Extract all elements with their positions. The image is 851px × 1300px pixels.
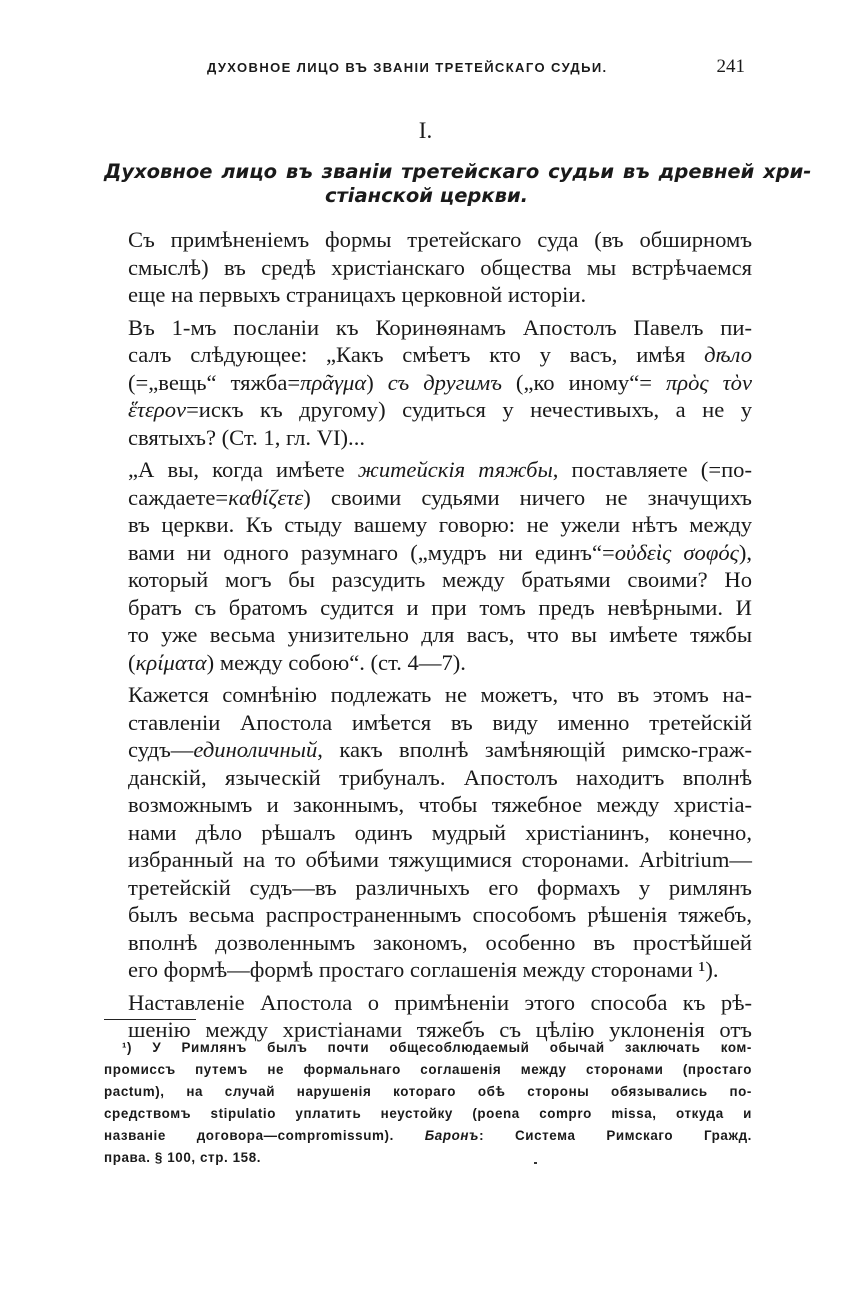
text-line [104, 456, 752, 484]
text-run: : Система Римскаго Гражд. [479, 1128, 752, 1143]
text-run: судъ— [128, 737, 194, 762]
paragraph-5 [104, 989, 752, 1044]
text-run: ), [738, 539, 752, 565]
italic-term: съ другимъ [387, 369, 502, 395]
footnote-line: ¹) У Римлянъ былъ почти общесоблюдаемый обычай заключать ком- [122, 1040, 752, 1055]
author-name: Баронъ [424, 1128, 480, 1143]
text-run: (=„вещь“ тяжба= [128, 369, 301, 395]
text-line: еще на первыхъ страницахъ церковной исторіи. [128, 282, 587, 307]
text-run: названіе договора—compromissum). [104, 1128, 425, 1143]
text-run: („ко иному“= [501, 369, 666, 395]
text-run: саждаете= [128, 484, 229, 510]
heading-line-1: Духовное лицо въ званіи третейскаго судьи въ древней хри- [104, 160, 812, 183]
greek-term: ἕτερον [128, 397, 187, 422]
text-line: братъ съ братомъ судится и при томъ предъ невѣрными. И [128, 594, 752, 620]
section-number: I. [418, 118, 433, 143]
text-run: , поставляете (=по- [552, 457, 752, 482]
text-line: Въ 1-мъ посланіи къ Коринѳянамъ Апостолъ Павелъ пи- [128, 314, 752, 340]
text-line: который могъ бы разсудить между братьями своими? Но [128, 567, 752, 592]
text-line: святыхъ? (Ст. 1, гл. VI)... [128, 424, 366, 450]
text-line: Съ примѣненіемъ формы третейскаго суда (въ обширномъ [128, 227, 752, 252]
text-run: ) между собою“. (ст. 4—7). [206, 649, 466, 675]
text-line [104, 341, 752, 369]
running-title: ДУХОВНОЕ ЛИЦО ВЪ ЗВАНІИ ТРЕТЕЙСКАГО СУДЬИ. [207, 60, 608, 75]
text-line: данскій, языческій трибуналъ. Апостолъ находитъ вполнѣ [128, 764, 752, 790]
footnote-divider [104, 1019, 196, 1020]
greek-term: πρὸς τὸν [665, 369, 752, 395]
text-line: избранный на то обѣими тяжущимися сторонами. Arbitrium— [128, 847, 752, 872]
text-line: его формѣ—формѣ простаго соглашенія между сторонами ¹). [128, 957, 719, 982]
text-line: Наставленіе Апостола о примѣненіи этого способа къ рѣ- [128, 989, 752, 1015]
text-line: ставленіи Апостола имѣется въ виду именно третейскій [128, 709, 752, 735]
text-run: , какъ вполнѣ замѣняющій римско-граж- [317, 737, 752, 762]
heading-line-2: стіанской церкви. [324, 184, 529, 207]
text-line: возможнымъ и законнымъ, чтобы тяжебное между христіа- [128, 792, 752, 817]
text-line [104, 649, 752, 677]
italic-term: единоличный [193, 737, 318, 762]
paragraph-3 [104, 456, 752, 676]
text-run: =искъ къ другому) судиться у нечестивыхъ, а не у [186, 397, 752, 422]
text-run: ( [128, 649, 136, 675]
text-line: шенію между христіанами тяжебъ съ цѣлію уклоненія отъ [128, 1017, 752, 1042]
print-speck [534, 1162, 537, 1164]
section-heading [104, 160, 812, 208]
text-line: то уже весьма унизительно для васъ, что вы имѣете тяжбы [128, 622, 752, 647]
text-line [104, 396, 752, 424]
text-run: салъ слѣдующее: „Какъ смѣетъ кто у васъ, имѣя [128, 342, 705, 367]
text-line [104, 369, 752, 397]
page-number: 241 [716, 56, 745, 77]
footnote-line: права. § 100, стр. 158. [104, 1150, 262, 1165]
text-line: Кажется сомнѣнію подлежать не можетъ, что въ этомъ на- [128, 682, 752, 707]
text-line [104, 736, 752, 764]
text-run: ) своими судьями ничего не значущихъ [303, 484, 752, 510]
text-run: ) [366, 369, 388, 395]
paragraph-4 [104, 681, 752, 984]
greek-term: καθίζετε [228, 484, 304, 510]
text-run: „А вы, когда имѣете [128, 457, 358, 482]
paragraph-2 [104, 314, 752, 452]
text-line [104, 539, 752, 567]
text-line: въ церкви. Къ стыду вашему говорю: не ужели нѣтъ между [128, 512, 752, 537]
text-line [104, 484, 752, 512]
footnote-line: pactum), на случай нарушенія котораго обѣ стороны обязывались по- [104, 1084, 752, 1099]
text-line: вполнѣ дозволеннымъ закономъ, особенно въ простѣйшей [128, 929, 752, 955]
footnote-line: средствомъ stipulatio уплатить неустойку (poena compro missa, откуда и [104, 1106, 752, 1121]
text-line: смыслѣ) въ средѣ христіанскаго общества мы встрѣчаемся [128, 254, 752, 280]
greek-term: κρίματα [135, 649, 207, 675]
footnote [104, 1037, 752, 1169]
italic-term: житейскія тяжбы [357, 457, 553, 482]
paragraph-1 [104, 226, 752, 309]
italic-term: дѣло [704, 342, 752, 367]
footnote-line: промиссъ путемъ не формальнаго соглашенія между сторонами (простаго [104, 1062, 752, 1077]
footnote-line [104, 1125, 752, 1147]
text-line: былъ весьма распространеннымъ способомъ рѣшенія тяжебъ, [128, 902, 752, 927]
greek-term: πρᾶγμα [300, 369, 367, 395]
text-run: вами ни одного разумнаго („мудръ ни единъ“= [128, 539, 615, 565]
text-line: нами дѣло рѣшалъ одинъ мудрый христіанинъ, конечно, [128, 819, 752, 845]
greek-term: οὐδεὶς σοφός [614, 539, 739, 565]
text-line: третейскій судъ—въ различныхъ его формахъ у римлянъ [128, 874, 752, 900]
body-text [104, 226, 752, 1049]
